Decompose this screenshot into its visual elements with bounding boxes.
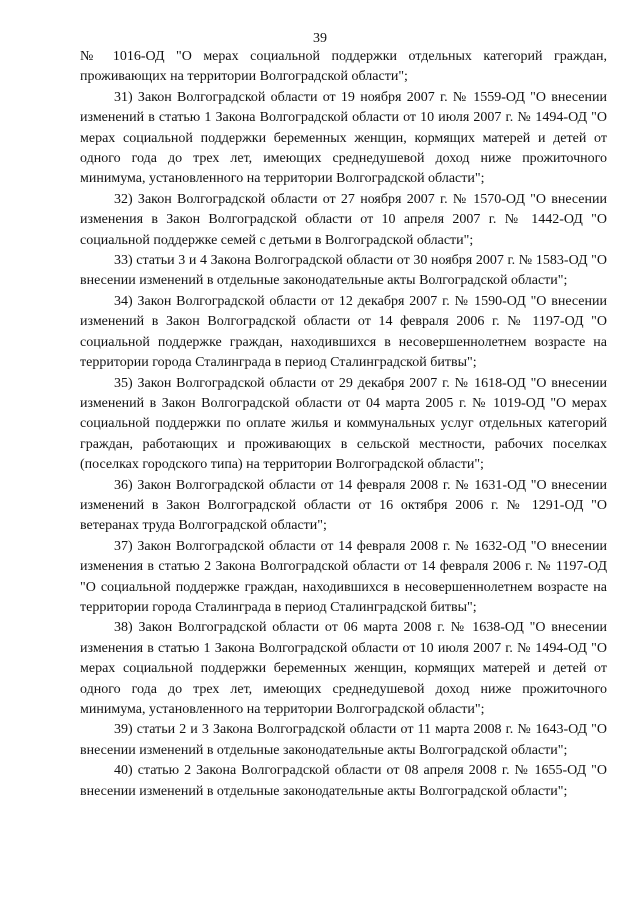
list-item-33: 33) статьи 3 и 4 Закона Волгоградской области от 30 ноября 2007 г. № 1583-ОД "О внесении изменений в отдельные законодательные акты Волгоградской области"; — [80, 253, 607, 289]
list-item-35: 35) Закон Волгоградской области от 29 декабря 2007 г. № 1618-ОД "О внесении изменений в Закон Волгоградской области от 04 марта 2005 г. № 1019-ОД "О мерах социальной поддержки по оплате жилья и коммунальных услуг отдельных категорий граждан, работающих и проживающих в сельской местности, рабочих поселках (поселках городского типа) на территории Волгоградской области"; — [80, 375, 607, 473]
list-item-38: 38) Закон Волгоградской области от 06 марта 2008 г. № 1638-ОД "О внесении изменения в статью 1 Закона Волгоградской области от 10 июля 2007 г. № 1494-ОД "О мерах социальной поддержки беременных женщин, кормящих матерей и детей от одного года до трех лет, имеющих среднедушевой доход ниже прожиточного минимума, установленного на территории Волгоградской области"; — [80, 620, 607, 717]
document-body — [80, 47, 607, 802]
list-item-34: 34) Закон Волгоградской области от 12 декабря 2007 г. № 1590-ОД "О внесении изменений в Закон Волгоградской области от 14 февраля 2006 г. № 1197-ОД "О социальной поддержке граждан, находившихся в несовершеннолетнем возрасте на территории города Сталинграда в период Сталинградской битвы"; — [80, 293, 607, 371]
list-item-32: 32) Закон Волгоградской области от 27 ноября 2007 г. № 1570-ОД "О внесении изменения в Закон Волгоградской области от 10 апреля 2007 г. № 1442-ОД "О социальной поддержке семей с детьми в Волгоградской области"; — [80, 191, 607, 248]
list-item-39: 39) статьи 2 и 3 Закона Волгоградской области от 11 марта 2008 г. № 1643-ОД "О внесении изменений в отдельные законодательные акты Волгоградской области"; — [80, 722, 607, 758]
paragraph-continuation: № 1016-ОД "О мерах социальной поддержки отдельных категорий граждан, проживающих на территории Волгоградской области"; — [80, 49, 607, 85]
list-item-40: 40) статью 2 Закона Волгоградской области от 08 апреля 2008 г. № 1655-ОД "О внесении изменений в отдельные законодательные акты Волгоградской области"; — [80, 763, 607, 799]
page-number: 39 — [313, 31, 327, 46]
list-item-36: 36) Закон Волгоградской области от 14 февраля 2008 г. № 1631-ОД "О внесении изменений в Закон Волгоградской области от 16 октября 2006 г. № 1291-ОД "О ветеранах труда Волгоградской области"; — [80, 477, 607, 534]
list-item-31: 31) Закон Волгоградской области от 19 ноября 2007 г. № 1559-ОД "О внесении изменений в статью 1 Закона Волгоградской области от 10 июля 2007 г. № 1494-ОД "О мерах социальной поддержки беременных женщин, кормящих матерей и детей от одного года до трех лет, имеющих среднедушевой доход ниже прожиточного минимума, установленного на территории Волгоградской области"; — [80, 89, 607, 187]
list-item-37: 37) Закон Волгоградской области от 14 февраля 2008 г. № 1632-ОД "О внесении изменения в статью 2 Закона Волгоградской области от 14 февраля 2006 г. № 1197-ОД "О социальной поддержке граждан, находившихся в несовершеннолетнем возрасте на территории города Сталинграда в период Сталинградской битвы"; — [80, 538, 607, 615]
